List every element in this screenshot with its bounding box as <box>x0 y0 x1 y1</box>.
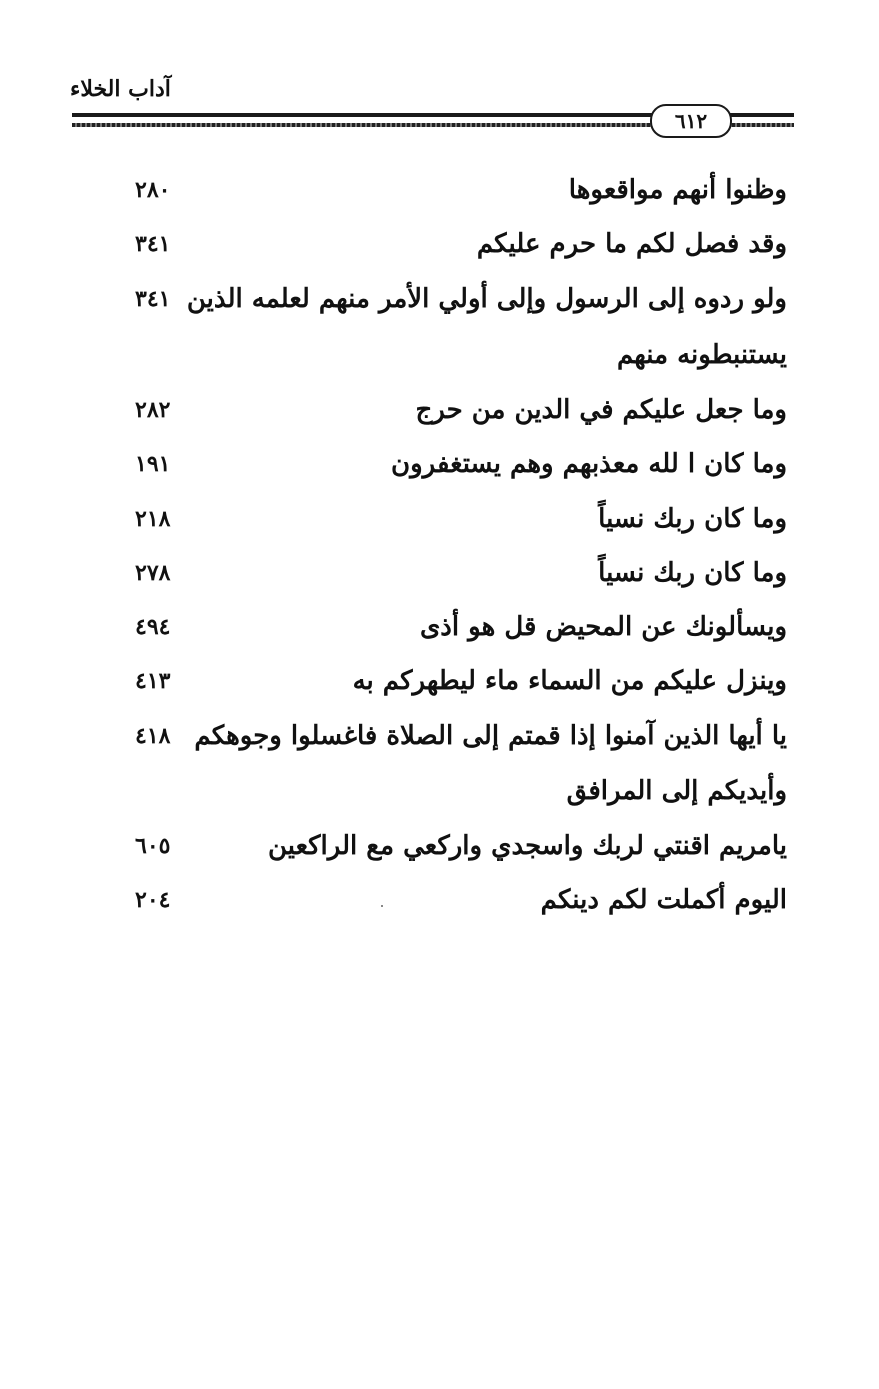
page-reference: ٢٠٤ <box>135 887 171 913</box>
book-title: آداب الخلاء <box>70 76 171 102</box>
verse-text: وظنوا أنهم مواقعوها <box>568 175 787 205</box>
verse-text: ويسألونك عن المحيض قل هو أذى <box>419 612 787 642</box>
page-reference: ٤١٣ <box>135 668 171 694</box>
page-reference: ٦٠٥ <box>135 833 171 859</box>
verse-text: وما كان ربك نسياً <box>598 558 787 588</box>
index-entry <box>0 164 879 220</box>
scan-speck <box>381 905 383 907</box>
page-reference: ٣٤١ <box>135 286 171 312</box>
index-entry <box>0 710 879 766</box>
index-entry <box>0 547 879 603</box>
index-entry <box>0 874 879 930</box>
index-entry-continuation <box>0 329 879 385</box>
page-number-badge: ٦١٢ <box>650 104 732 138</box>
verse-text: اليوم أكملت لكم دينكم <box>540 885 787 915</box>
page-reference: ٣٤١ <box>135 231 171 257</box>
page-reference: ٢٧٨ <box>135 560 171 586</box>
verse-text: يا أيها الذين آمنوا إذا قمتم إلى الصلاة فاغسلوا وجوهكم <box>194 721 787 751</box>
page-reference: ٢٨٢ <box>135 397 171 423</box>
verse-text: يستنبطونه منهم <box>616 340 787 370</box>
verse-text: وما كان ا لله معذبهم وهم يستغفرون <box>391 449 787 479</box>
index-entry <box>0 493 879 549</box>
verse-text: وما كان ربك نسياً <box>598 504 787 534</box>
page-reference: ٤٩٤ <box>135 614 171 640</box>
verse-text: وأيديكم إلى المرافق <box>566 776 787 806</box>
page-reference: ٢٨٠ <box>135 177 171 203</box>
page-reference: ٤١٨ <box>135 723 171 749</box>
index-entry <box>0 384 879 440</box>
index-entry <box>0 273 879 329</box>
verse-text: ولو ردوه إلى الرسول وإلى أولي الأمر منهم لعلمه الذين <box>186 284 787 314</box>
verse-text: وما جعل عليكم في الدين من حرج <box>415 395 787 425</box>
verse-text: يامريم اقنتي لربك واسجدي واركعي مع الراكعين <box>267 831 787 861</box>
verse-text: وقد فصل لكم ما حرم عليكم <box>476 229 787 259</box>
index-entry <box>0 655 879 711</box>
index-entry <box>0 218 879 274</box>
index-entry <box>0 438 879 494</box>
page-reference: ١٩١ <box>135 451 171 477</box>
verse-text: وينزل عليكم من السماء ماء ليطهركم به <box>352 666 787 696</box>
page-reference: ٢١٨ <box>135 506 171 532</box>
index-entry <box>0 601 879 657</box>
index-entry-continuation <box>0 765 879 821</box>
index-entry <box>0 820 879 876</box>
